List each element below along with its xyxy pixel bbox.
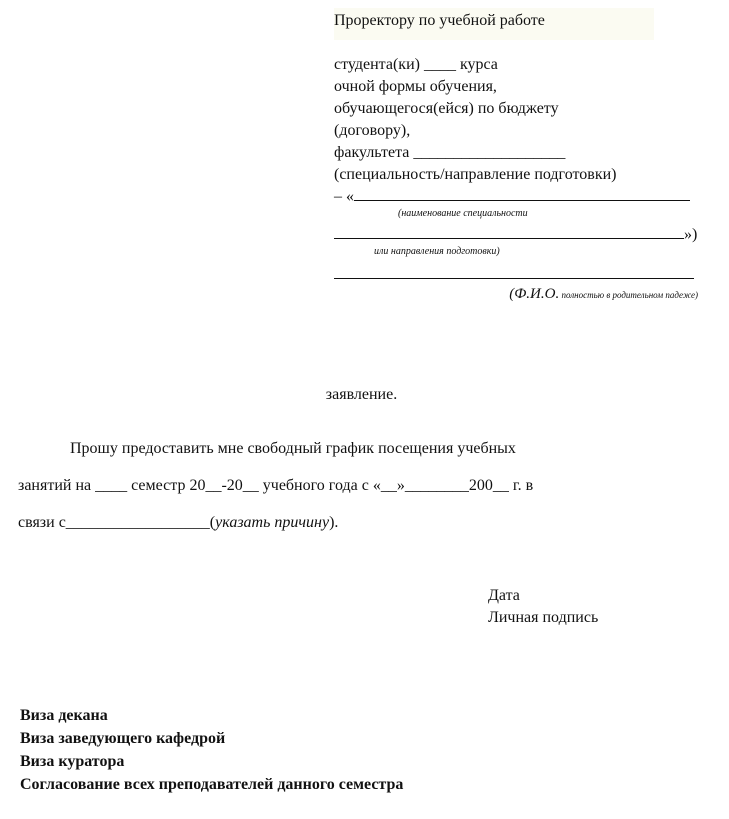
visa-teachers-approval: Согласование всех преподавателей данного семестра	[20, 776, 404, 793]
request-body	[18, 430, 708, 541]
direction-suffix: »)	[684, 226, 698, 243]
specialty-prefix: – «	[334, 188, 354, 205]
visa-curator: Виза куратора	[20, 753, 125, 770]
visa-department-head: Виза заведующего кафедрой	[20, 730, 226, 747]
request-line-2: занятий на ____ семестр 20__-20__ учебного года с «__»________200__ г. в	[18, 477, 534, 494]
fio-hint-line	[334, 286, 706, 303]
visa-block	[20, 704, 403, 796]
request-line-3	[18, 504, 708, 541]
fio-hint: полностью в родительном падеже)	[561, 290, 698, 300]
document-title: заявление.	[325, 386, 398, 403]
reason-suffix: ).	[329, 514, 339, 531]
faculty-line: факультета ___________________	[334, 144, 566, 161]
addressee: Проректору по учебной работе	[334, 12, 545, 29]
reason-prefix: связи с__________________(	[18, 514, 216, 531]
visa-dean: Виза декана	[20, 707, 108, 724]
study-form-line: очной формы обучения,	[334, 78, 497, 95]
direction-underline	[334, 224, 684, 239]
header-block	[334, 10, 706, 303]
fio-line	[334, 264, 706, 286]
reason-hint: указать причину	[215, 514, 330, 531]
specialty-underline	[354, 186, 690, 201]
funding-line: обучающегося(ейся) по бюджету	[334, 100, 559, 117]
direction-line	[334, 224, 706, 246]
specialty-line	[334, 186, 706, 208]
fio-label: (Ф.И.О.	[509, 286, 560, 302]
date-label: Дата	[488, 587, 520, 604]
student-course-line: студента(ки) ____ курса	[334, 56, 498, 73]
signature-label: Личная подпись	[488, 609, 599, 626]
request-line-1: Прошу предоставить мне свободный график посещения учебных	[70, 440, 516, 457]
hint-direction: или направления подготовки)	[374, 246, 500, 257]
signature-block	[488, 585, 598, 629]
contract-line: (договору),	[334, 122, 411, 139]
specialty-label-line: (специальность/направление подготовки)	[334, 166, 617, 183]
hint-specialty: (наименование специальности	[398, 208, 528, 219]
fio-underline	[334, 264, 694, 279]
